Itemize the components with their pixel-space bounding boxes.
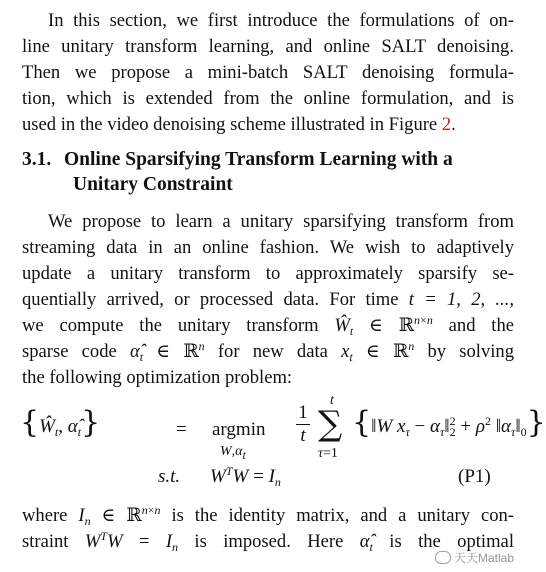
wechat-icon <box>435 551 451 564</box>
para-line-5-text: we compute the unitary transform <box>22 315 335 336</box>
fraction: 1 t <box>296 402 310 447</box>
unitary-constraint-math: $W^TW = I_n$ <box>84 529 179 554</box>
para-line-6-mid: for new data <box>217 341 342 362</box>
after-line-2-text: straint <box>22 531 85 552</box>
after-line-1-end: is the identity matrix, and a unitary con- <box>171 505 514 526</box>
section-number: 3.1. <box>22 149 52 170</box>
intro-line-2: line unitary transform learning, and online SALT denoising. <box>22 36 514 57</box>
para-line-1: We propose to learn a unitary sparsifying transform from <box>48 211 514 232</box>
intro-line-3: Then we propose a mini-batch SALT denoising formula- <box>22 62 514 83</box>
para-line-6 <box>22 339 514 365</box>
equation-objective: {‖W $x_\tau$ − $\alpha_\tau‖^2_2 + \rho^2$ $‖\alpha_\tau‖_0$} <box>352 405 546 440</box>
para-line-5-end: and the <box>448 315 515 336</box>
equation-equals: = <box>176 419 187 440</box>
watermark-text: 天天Matlab <box>453 551 514 565</box>
equation-lhs: {$Ŵ_t$, $\alphâ_t$} <box>20 405 101 440</box>
after-line-1 <box>22 503 514 529</box>
sum-upper: t <box>330 393 334 408</box>
argmin-subscript: $W,\alpha_t$ <box>220 444 246 462</box>
intro-line-5-text: used in the video denoising scheme illustrated in Figure <box>22 114 442 135</box>
para-line-3: update a unitary transform to approximately sparsify se- <box>22 263 514 284</box>
after-line-1-text: where <box>22 505 79 526</box>
intro-line-1: In this section, we first introduce the formulations of on- <box>48 10 514 31</box>
intro-line-4: tion, which is extended from the online formulation, and is <box>22 88 514 109</box>
figure-ref-link[interactable]: 2 <box>441 114 452 135</box>
para-line-2: streaming data in an online fashion. We wish to adaptively <box>22 237 514 258</box>
watermark <box>435 549 514 566</box>
para-line-6-text: sparse code <box>22 341 130 362</box>
intro-line-5-end: . <box>451 114 456 135</box>
constraint-expression: $W^TW = I_n$ <box>210 464 281 489</box>
para-line-7: the following optimization problem: <box>22 367 293 388</box>
para-line-4-text: quentially arrived, or processed data. For time <box>22 289 409 310</box>
sum-lower: τ=1 <box>318 446 338 461</box>
identity-math: $I_n$ ∈ ℝ$^{n\times n}$ <box>78 503 161 528</box>
constraint-st: s.t. <box>158 466 181 487</box>
after-line-2-end: is the optimal <box>389 531 514 552</box>
after-line-2-mid: is imposed. Here <box>194 531 360 552</box>
para-line-5 <box>22 313 514 339</box>
sum-symbol: ∑ <box>318 404 343 444</box>
intro-line-5 <box>22 112 514 138</box>
para-line-6-end: by solving <box>427 341 515 362</box>
data-math: $x_t$ ∈ ℝ$^n$ <box>341 339 415 364</box>
argmin-operator: argmin <box>212 419 266 440</box>
section-title-line-1: Online Sparsifying Transform Learning with a <box>64 149 453 170</box>
time-index-math: t = 1, 2, ..., <box>408 289 514 310</box>
equation-label: (P1) <box>458 466 491 487</box>
sparse-code-math: $\alphâ_t$ ∈ ℝ$^n$ <box>129 339 205 364</box>
section-title-line-2: Unitary Constraint <box>73 174 233 195</box>
transform-math: $Ŵ_t$ ∈ ℝ$^{n\times n}$ <box>334 313 433 338</box>
alpha-hat-math: $\alphâ_t$ <box>359 531 373 554</box>
para-line-4 <box>22 287 514 313</box>
